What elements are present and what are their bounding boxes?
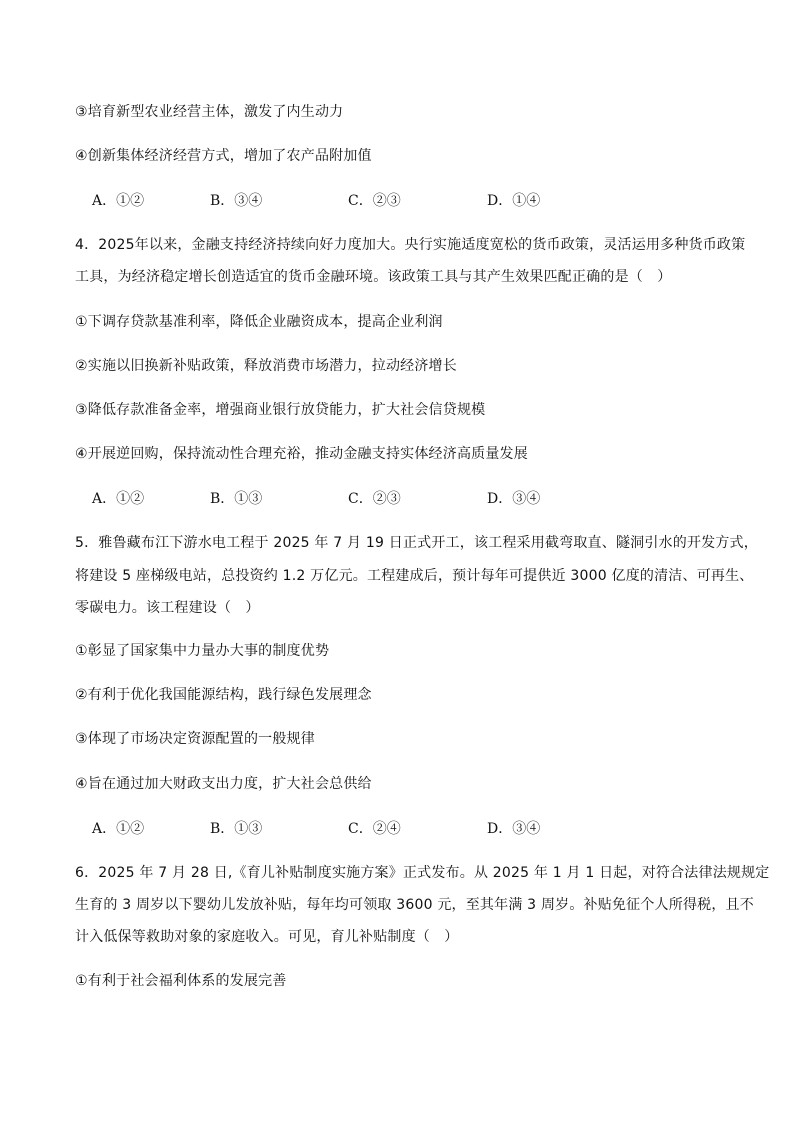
q5-statement-2: ②有利于优化我国能源结构，践行绿色发展理念 [75, 687, 372, 703]
q6-stem-line-1: 6．2025 年 7 月 28 日,《育儿补贴制度实施方案》正式发布。从 2025 年 1 月 1 日起，对符合法律法规规定 [75, 865, 770, 881]
q5-option-b: B．①③ [210, 821, 263, 837]
q5-option-d: D．③④ [487, 821, 541, 837]
q5-option-c: C．②④ [348, 821, 401, 837]
q4-statement-1: ①下调存贷款基准利率，降低企业融资成本，提高企业利润 [75, 314, 443, 330]
q4-statement-4: ④开展逆回购，保持流动性合理充裕，推动金融支持实体经济高质量发展 [75, 446, 528, 462]
q4-option-b: B．①③ [210, 491, 263, 507]
q3-option-b: B．③④ [210, 193, 263, 209]
q3-option-a: A．①② [92, 193, 145, 209]
q3-option-c: C．②③ [348, 193, 401, 209]
q4-option-c: C．②③ [348, 491, 401, 507]
q4-stem-line-1: 4．2025年以来，金融支持经济持续向好力度加大。央行实施适度宽松的货币政策，灵活运用多种货币政策 [75, 237, 746, 253]
q5-statement-3: ③体现了市场决定资源配置的一般规律 [75, 731, 315, 747]
q5-option-a: A．①② [92, 821, 145, 837]
q4-statement-2: ②实施以旧换新补贴政策，释放消费市场潜力，拉动经济增长 [75, 358, 457, 374]
q4-statement-3: ③降低存款准备金率，增强商业银行放贷能力，扩大社会信贷规模 [75, 402, 486, 418]
q4-option-d: D．③④ [487, 491, 541, 507]
q5-stem-line-3: 零碳电力。该工程建设（ ） [75, 600, 260, 616]
q5-stem-line-2: 将建设 5 座梯级电站，总投资约 1.2 万亿元。工程建成后，预计每年可提供近 3000 亿度的清洁、可再生、 [75, 568, 754, 584]
q3-statement-4: ④创新集体经济经营方式，增加了农产品附加值 [75, 148, 372, 164]
q3-option-d: D．①④ [487, 193, 541, 209]
q5-statement-1: ①彰显了国家集中力量办大事的制度优势 [75, 643, 330, 659]
q6-stem-line-3: 计入低保等救助对象的家庭收入。可见，育儿补贴制度（ ） [75, 929, 459, 945]
q4-stem-line-2: 工具，为经济稳定增长创造适宜的货币金融环境。该政策工具与其产生效果匹配正确的是（ ） [75, 269, 672, 285]
q5-stem-line-1: 5．雅鲁藏布江下游水电工程于 2025 年 7 月 19 日正式开工，该工程采用截弯取直、隧洞引水的开发方式， [75, 535, 758, 551]
q3-statement-3: ③培育新型农业经营主体，激发了内生动力 [75, 104, 344, 120]
q6-stem-line-2: 生育的 3 周岁以下婴幼儿发放补贴，每年均可领取 3600 元，至其年满 3 周岁。补贴免征个人所得税，且不 [75, 897, 754, 913]
q5-statement-4: ④旨在通过加大财政支出力度，扩大社会总供给 [75, 776, 372, 792]
q4-option-a: A．①② [92, 491, 145, 507]
q6-statement-1: ①有利于社会福利体系的发展完善 [75, 973, 287, 989]
